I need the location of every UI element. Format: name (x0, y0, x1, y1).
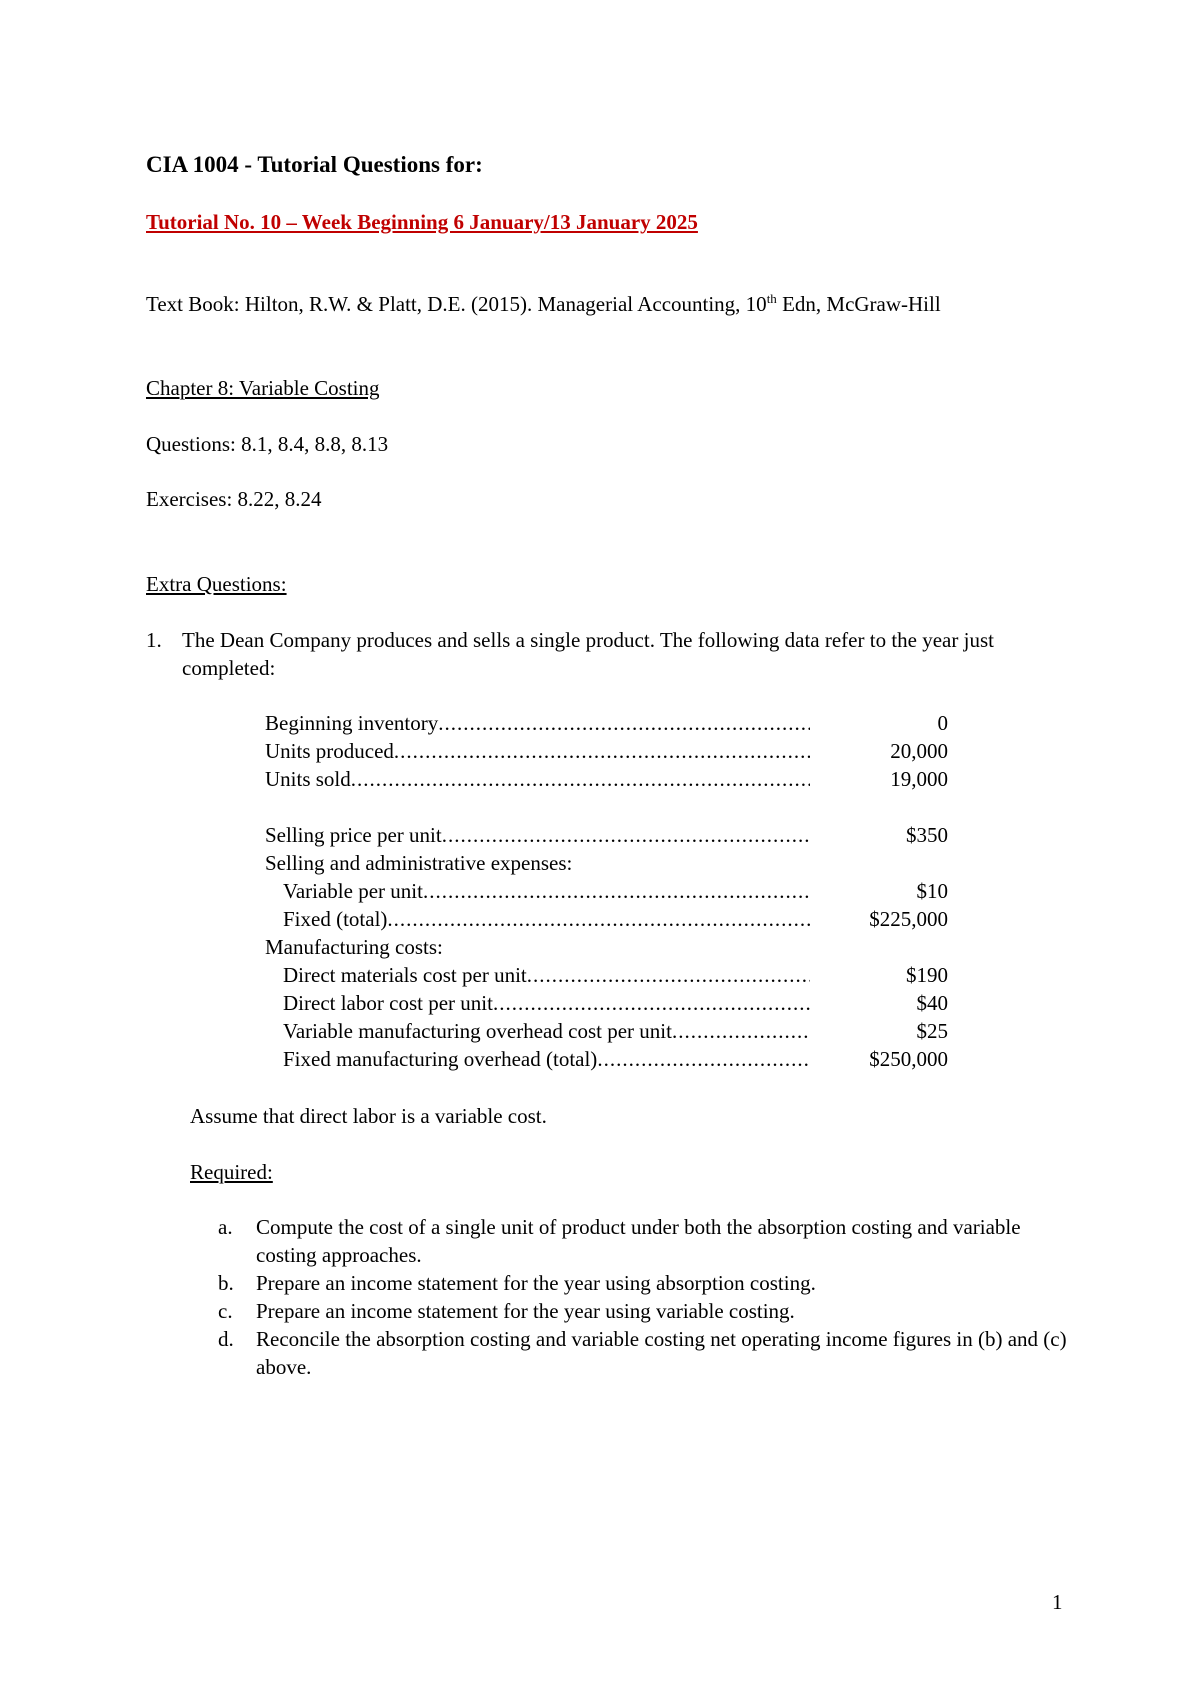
row-label-text: Fixed manufacturing overhead (total) (283, 1047, 598, 1071)
required-heading: Required: (190, 1160, 273, 1184)
data-table (265, 709, 948, 1073)
list-item-text: Compute the cost of a single unit of product under both the absorption costing and variable costing approaches. (256, 1215, 1021, 1267)
dot-leader (387, 907, 810, 931)
textbook-reference (146, 290, 1046, 318)
table-row (265, 821, 948, 849)
row-value: $250,000 (869, 1047, 948, 1071)
table-row (265, 989, 948, 1017)
row-label-text: Selling price per unit (265, 823, 442, 847)
row-value (828, 849, 948, 877)
table-row (265, 849, 948, 877)
list-item-marker: b. (218, 1271, 234, 1295)
textbook-prefix: Text Book: Hilton, R.W. & Platt, D.E. (2015). Managerial Accounting, 10 (146, 292, 767, 316)
row-label (265, 821, 828, 849)
row-value (828, 933, 948, 961)
row-value (828, 793, 948, 821)
dot-leader (672, 1019, 810, 1043)
questions-line: Questions: 8.1, 8.4, 8.8, 8.13 (146, 432, 389, 456)
list-item (218, 1213, 1078, 1269)
row-label (265, 709, 828, 737)
list-item-marker: d. (218, 1327, 234, 1351)
row-label (265, 793, 828, 821)
list-item (218, 1325, 1078, 1381)
row-label-text: Variable manufacturing overhead cost per unit (283, 1019, 672, 1043)
row-label (265, 989, 828, 1017)
dot-leader (423, 879, 810, 903)
row-value: $350 (906, 823, 948, 847)
row-value: $10 (916, 879, 948, 903)
row-label-text: Manufacturing costs: (265, 935, 443, 959)
row-label (265, 877, 828, 905)
list-item-marker: a. (218, 1215, 233, 1239)
dot-leader (394, 739, 810, 763)
row-label-text: Units sold (265, 767, 351, 791)
row-label (265, 1017, 828, 1045)
list-item-text: Reconcile the absorption costing and variable costing net operating income figures in (b) and (c) above. (256, 1327, 1067, 1379)
dot-leader (493, 991, 810, 1015)
table-row (265, 961, 948, 989)
table-row (265, 933, 948, 961)
table-row (265, 709, 948, 737)
table-row (265, 737, 948, 765)
assumption-text: Assume that direct labor is a variable cost. (190, 1104, 547, 1128)
table-row (265, 877, 948, 905)
table-row (265, 1045, 948, 1073)
row-value: $40 (916, 991, 948, 1015)
row-value: 20,000 (890, 739, 948, 763)
dot-leader (597, 1047, 810, 1071)
list-item (218, 1269, 1078, 1297)
question-number: 1. (146, 628, 162, 652)
row-value: $25 (916, 1019, 948, 1043)
row-label-text: Beginning inventory (265, 711, 439, 735)
list-item-text: Prepare an income statement for the year using variable costing. (256, 1299, 795, 1323)
row-value: 0 (937, 711, 948, 735)
table-spacer-row (265, 793, 948, 821)
row-label (265, 933, 828, 961)
list-item-text: Prepare an income statement for the year using absorption costing. (256, 1271, 816, 1295)
row-label (265, 905, 828, 933)
dot-leader (351, 767, 810, 791)
dot-leader (438, 711, 810, 735)
exercises-line: Exercises: 8.22, 8.24 (146, 487, 322, 511)
page-title: CIA 1004 - Tutorial Questions for: (146, 152, 483, 177)
row-value: $190 (906, 963, 948, 987)
page-number: 1 (1052, 1590, 1063, 1614)
question-text: The Dean Company produces and sells a single product. The following data refer to the year just completed: (182, 628, 994, 680)
extra-questions-heading: Extra Questions: (146, 572, 287, 596)
row-label-text: Variable per unit (283, 879, 423, 903)
list-item-marker: c. (218, 1299, 233, 1323)
row-label-text: Direct labor cost per unit (283, 991, 493, 1015)
textbook-superscript: th (766, 291, 777, 306)
row-label-text: Selling and administrative expenses: (265, 851, 573, 875)
dot-leader (442, 823, 810, 847)
required-list (218, 1213, 1078, 1381)
list-item (218, 1297, 1078, 1325)
table-row (265, 905, 948, 933)
chapter-heading: Chapter 8: Variable Costing (146, 376, 380, 400)
row-label (265, 961, 828, 989)
row-label (265, 737, 828, 765)
dot-leader (527, 963, 810, 987)
tutorial-heading: Tutorial No. 10 – Week Beginning 6 January/13 January 2025 (146, 210, 698, 234)
row-label-text: Fixed (total) (283, 907, 388, 931)
row-value: 19,000 (890, 767, 948, 791)
row-label (265, 765, 828, 793)
row-value: $225,000 (869, 907, 948, 931)
textbook-suffix: Edn, McGraw-Hill (776, 292, 941, 316)
row-label-text: Units produced (265, 739, 394, 763)
row-label-text: Direct materials cost per unit (283, 963, 527, 987)
table-row (265, 765, 948, 793)
table-row (265, 1017, 948, 1045)
row-label (265, 1045, 828, 1073)
row-label (265, 849, 828, 877)
